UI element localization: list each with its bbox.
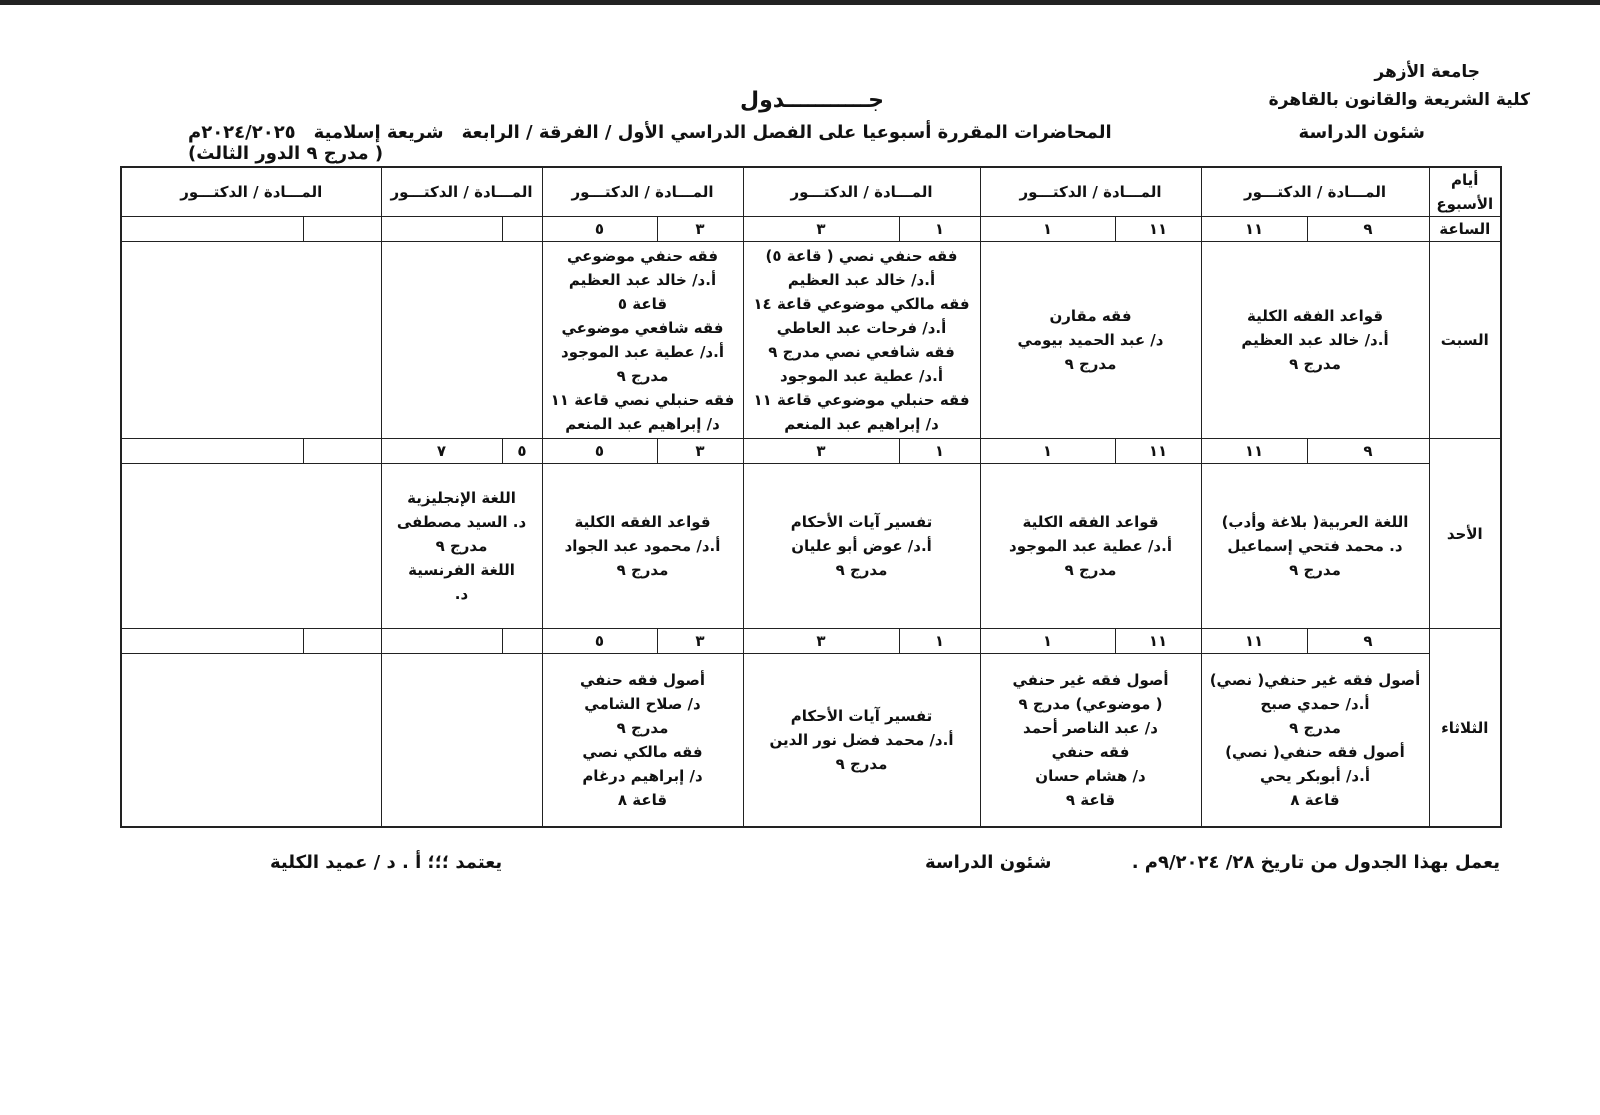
lecture-line: أصول فقه غير حنفي: [1012, 671, 1169, 689]
lecture-line: فقه شافعي نصي مدرج ٩: [768, 343, 955, 361]
lecture-cell: [743, 242, 980, 439]
lecture-line: فقه حنبلي موضوعي قاعة ١١: [753, 391, 970, 409]
effective-date: يعمل بهذا الجدول من تاريخ ٢٨/ ٩/٢٠٢٤م .: [1131, 852, 1500, 873]
lecture-line: قواعد الفقه الكلية: [1246, 307, 1384, 325]
lecture-line: د. محمد فتحي إسماعيل: [1227, 537, 1403, 555]
time-cell: ١١: [1115, 629, 1201, 654]
subtitle-part: ٢٠٢٤/٢٠٢٥م: [188, 122, 296, 143]
lecture-line: أ.د/ عطية عبد الموجود: [1009, 537, 1172, 555]
lecture-line: قاعة ٩: [1065, 791, 1116, 809]
time-cell: ٣: [743, 439, 899, 464]
time-row: [121, 629, 1501, 654]
subtitle-part: شريعة إسلامية: [313, 122, 444, 143]
time-cell: [121, 439, 303, 464]
lecture-line: أ.د/ خالد عبد العظيم: [568, 271, 717, 289]
time-cell: [303, 439, 381, 464]
time-cell: ٣: [657, 217, 743, 242]
lecture-line: قواعد الفقه الكلية: [1022, 513, 1159, 531]
time-row: [121, 217, 1501, 242]
lecture-line: اللغة الإنجليزية: [407, 489, 516, 507]
subtitle-part: المحاضرات المقررة أسبوعيا على الفصل الدراسي الأول / الفرقة / الرابعة: [461, 122, 1112, 143]
lecture-line: د/ إبراهيم عبد المنعم: [565, 415, 720, 433]
time-cell: ٥: [542, 217, 657, 242]
lecture-line: د/ عبد الحميد بيومي: [1017, 331, 1164, 349]
time-cell: ٣: [657, 439, 743, 464]
lecture-line: مدرج ٩: [835, 755, 888, 773]
time-cell: ١١: [1115, 439, 1201, 464]
time-cell: [502, 217, 542, 242]
schedule-subtitle: [170, 122, 1270, 164]
lecture-line: أصول فقه حنفي: [579, 671, 706, 689]
time-cell: ١: [899, 439, 980, 464]
lecture-row: [121, 654, 1501, 828]
column-header: المـــادة / الدكتـــور: [1201, 167, 1429, 217]
lecture-line: فقه مالكي موضوعي قاعة ١٤: [753, 295, 970, 313]
lecture-cell: [121, 654, 381, 828]
lecture-line: د/ إبراهيم عبد المنعم: [784, 415, 939, 433]
lecture-line: د/ صلاح الشامي: [584, 695, 701, 713]
top-border: [0, 0, 1600, 5]
lecture-cell: [381, 242, 542, 439]
days-header-cell: أيام الأسبوع: [1429, 167, 1501, 217]
day-cell: الثلاثاء: [1429, 629, 1501, 828]
lecture-line: مدرج ٩: [835, 561, 888, 579]
academic-affairs-signature: شئون الدراسة: [925, 852, 1052, 873]
lecture-line: مدرج ٩: [616, 719, 669, 737]
lecture-line: فقه شافعي موضوعي: [561, 319, 724, 337]
lecture-line: مدرج ٩: [1289, 561, 1341, 579]
lecture-cell: [743, 654, 980, 828]
time-cell: ١: [980, 217, 1115, 242]
lecture-line: د.: [454, 585, 469, 603]
lecture-line: مدرج ٩: [1064, 355, 1117, 373]
time-cell: ١: [899, 217, 980, 242]
lecture-line: أصول فقه غير حنفي( نصي): [1209, 671, 1421, 689]
header-row: [121, 167, 1501, 217]
lecture-line: مدرج ٩: [435, 537, 488, 555]
time-cell: ٥: [542, 629, 657, 654]
schedule-table: [120, 166, 1502, 828]
lecture-line: أ.د/ خالد عبد العظيم: [787, 271, 936, 289]
lecture-row: [121, 464, 1501, 629]
lecture-line: فقه مالكي نصي: [582, 743, 703, 761]
hour-label-cell: الساعة: [1429, 217, 1501, 242]
lecture-line: اللغة الفرنسية: [408, 561, 515, 579]
lecture-cell: [1201, 654, 1429, 828]
lecture-row: [121, 242, 1501, 439]
lecture-line: د. السيد مصطفى: [396, 513, 527, 531]
time-cell: ٣: [657, 629, 743, 654]
lecture-line: أ.د/ محمد فضل نور الدين: [769, 731, 954, 749]
time-cell: [381, 217, 502, 242]
lecture-cell: [121, 464, 381, 629]
lecture-line: أ.د/ حمدي صبح: [1260, 695, 1370, 713]
day-cell: السبت: [1429, 242, 1501, 439]
lecture-cell: [121, 242, 381, 439]
lecture-line: فقه حنفي نصي ( قاعة ٥): [765, 247, 958, 265]
lecture-line: قاعة ٨: [617, 791, 668, 809]
lecture-line: مدرج ٩: [616, 561, 669, 579]
university-name: جامعة الأزهر: [1374, 62, 1480, 82]
lecture-line: أ.د/ عطية عبد الموجود: [561, 343, 724, 361]
lecture-line: أ.د/ أبوبكر يحي: [1260, 767, 1370, 785]
lecture-line: مدرج ٩: [1289, 719, 1341, 737]
time-cell: ٩: [1307, 439, 1429, 464]
lecture-line: اللغة العربية( بلاغة وأدب): [1221, 513, 1409, 531]
lecture-cell: [542, 464, 743, 629]
time-cell: ٥: [502, 439, 542, 464]
time-cell: ٩: [1307, 629, 1429, 654]
time-cell: [121, 217, 303, 242]
lecture-line: فقه حنفي موضوعي: [566, 247, 719, 265]
lecture-cell: [1201, 242, 1429, 439]
lecture-cell: [980, 464, 1201, 629]
lecture-line: أ.د/ محمود عبد الجواد: [564, 537, 721, 555]
department-name: شئون الدراسة: [1298, 122, 1425, 143]
lecture-line: د/ هشام حسان: [1035, 767, 1146, 785]
lecture-cell: [542, 242, 743, 439]
lecture-cell: [542, 654, 743, 828]
lecture-cell: [381, 654, 542, 828]
time-cell: ٥: [542, 439, 657, 464]
time-cell: [121, 629, 303, 654]
time-cell: ١: [980, 439, 1115, 464]
lecture-line: مدرج ٩: [1064, 561, 1117, 579]
column-header: المـــادة / الدكتـــور: [542, 167, 743, 217]
time-cell: ٣: [743, 217, 899, 242]
lecture-line: فقه حنبلي نصي قاعة ١١: [550, 391, 735, 409]
lecture-cell: [980, 242, 1201, 439]
lecture-line: أ.د/ عطية عبد الموجود: [780, 367, 943, 385]
lecture-line: فقه مقارن: [1049, 307, 1132, 325]
time-cell: ٣: [743, 629, 899, 654]
lecture-line: تفسير آيات الأحكام: [790, 513, 933, 531]
day-cell: الأحد: [1429, 439, 1501, 629]
lecture-cell: [980, 654, 1201, 828]
lecture-line: أ.د/ عوض أبو عليان: [791, 537, 932, 555]
lecture-cell: [1201, 464, 1429, 629]
time-row: [121, 439, 1501, 464]
time-cell: ٧: [381, 439, 502, 464]
document-title: جـــــــــــدول: [740, 88, 885, 113]
lecture-cell: [743, 464, 980, 629]
lecture-line: تفسير آيات الأحكام: [790, 707, 933, 725]
time-cell: ١١: [1115, 217, 1201, 242]
time-cell: [303, 217, 381, 242]
time-cell: [502, 629, 542, 654]
time-cell: ١١: [1201, 439, 1307, 464]
column-header: المـــادة / الدكتـــور: [381, 167, 542, 217]
lecture-line: أصول فقه حنفي( نصي): [1225, 743, 1405, 761]
column-header: المـــادة / الدكتـــور: [121, 167, 381, 217]
time-cell: [381, 629, 502, 654]
time-cell: ١١: [1201, 629, 1307, 654]
lecture-line: د/ عبد الناصر أحمد: [1023, 719, 1158, 737]
subtitle-part: ( مدرج ٩ الدور الثالث): [188, 143, 384, 164]
faculty-name: كلية الشريعة والقانون بالقاهرة: [1268, 90, 1530, 110]
time-cell: [303, 629, 381, 654]
lecture-line: فقه حنفي: [1051, 743, 1130, 761]
time-cell: ١: [980, 629, 1115, 654]
lecture-line: مدرج ٩: [616, 367, 669, 385]
dean-approval: يعتمد ؛؛؛ أ . د / عميد الكلية: [270, 852, 503, 873]
lecture-line: قاعة ٨: [1290, 791, 1340, 809]
lecture-line: د/ إبراهيم درغام: [582, 767, 703, 785]
time-cell: ٩: [1307, 217, 1429, 242]
time-cell: ١: [899, 629, 980, 654]
lecture-line: قواعد الفقه الكلية: [574, 513, 711, 531]
lecture-line: أ.د/ فرحات عبد العاطي: [776, 319, 947, 337]
time-cell: ١١: [1201, 217, 1307, 242]
lecture-line: مدرج ٩: [1289, 355, 1341, 373]
column-header: المـــادة / الدكتـــور: [980, 167, 1201, 217]
lecture-line: ( موضوعي) مدرج ٩: [1018, 695, 1163, 713]
lecture-cell: [381, 464, 542, 629]
column-header: المـــادة / الدكتـــور: [743, 167, 980, 217]
lecture-line: أ.د/ خالد عبد العظيم: [1241, 331, 1389, 349]
lecture-line: قاعة ٥: [617, 295, 668, 313]
